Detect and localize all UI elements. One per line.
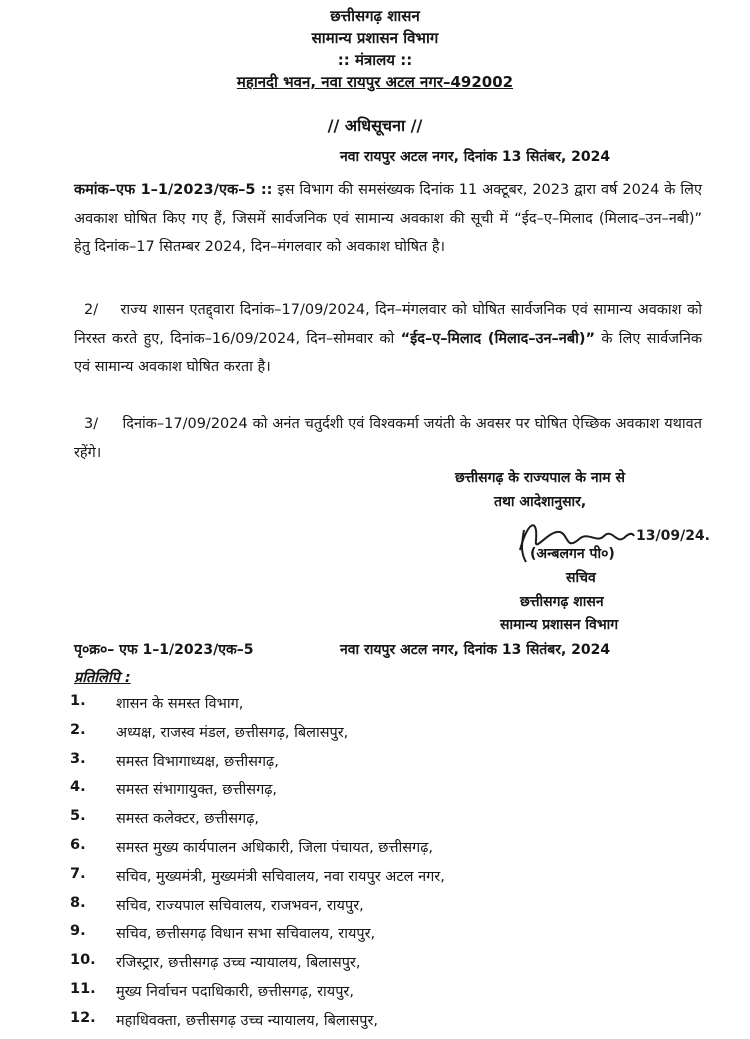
paragraph-2-number: 2/ [84, 302, 99, 318]
department-name: सामान्य प्रशासन विभाग [311, 29, 439, 47]
list-item: 1. शासन के समस्त विभाग, [70, 693, 244, 712]
paragraph-3 [74, 410, 702, 467]
notification-title: // अधिसूचना // [327, 116, 423, 135]
list-item: 2. अध्यक्ष, राजस्व मंडल, छत्तीसगढ़, बिलासपुर, [70, 721, 349, 741]
copy-to-heading: प्रतिलिपि : [74, 670, 131, 686]
signatory-designation: सचिव [566, 570, 596, 586]
signatory-name: (अन्बलगन पी०) [530, 546, 615, 562]
paragraph-3-text: दिनांक–17/09/2024 को अनंत चतुर्दशी एवं विश्वकर्मा जयंती के अवसर पर घोषित ऐच्छिक अवकाश यथावत रहेंगे। [74, 416, 702, 461]
ministry-label: :: मंत्रालय :: [337, 51, 413, 69]
signature-order-line: तथा आदेशानुसार, [494, 494, 587, 510]
paragraph-2-text-a: राज्य शासन एतद्द्वारा दिनांक–17/09/2024, दिन–मंगलवार को घोषित सार्वजनिक एवं सामान्य अवकाश को निरस्त करते हुए, दिनांक–16/09/2024, दिन–सोमवार को [74, 302, 703, 347]
list-item: 11. मुख्य निर्वाचन पदाधिकारी, छत्तीसगढ़, रायपुर, [70, 980, 354, 1000]
paragraph-3-number: 3/ [84, 416, 99, 432]
signature-date: 13/09/24. [636, 528, 710, 544]
list-item: 4. समस्त संभागायुक्त, छत्तीसगढ़, [70, 779, 277, 799]
issue-date-line: नवा रायपुर अटल नगर, दिनांक 13 सितंबर, 2024 [340, 149, 611, 165]
paragraph-2-holiday-name: “ईद–ए–मिलाद (मिलाद–उन–नबी)” [400, 330, 596, 347]
paragraph-2-text-b: के लिए सार्वजनिक एवं सामान्य अवकाश घोषित करता है। [74, 330, 703, 375]
paragraph-2 [74, 296, 702, 382]
paragraph-1 [74, 176, 702, 262]
list-item: 7. सचिव, मुख्यमंत्री, मुख्यमंत्री सचिवालय, नवा रायपुर अटल नगर, [70, 865, 445, 885]
list-item: 8. सचिव, राज्यपाल सचिवालय, राजभवन, रायपुर, [70, 894, 364, 914]
signatory-org: छत्तीसगढ़ शासन [520, 594, 604, 610]
endorsement-date-line: नवा रायपुर अटल नगर, दिनांक 13 सितंबर, 2024 [340, 642, 611, 658]
order-reference: कमांक–एफ 1–1/2023/एक–5 :: [74, 182, 273, 198]
paragraph-1-text: इस विभाग की समसंख्यक दिनांक 11 अक्टूबर, 2023 द्वारा वर्ष 2024 के लिए अवकाश घोषित किए गए हैं, जिसमें सार्वजनिक एवं सामान्य अवकाश की सूची में “ईद–ए–मिलाद (मिलाद–उन–नबी)” हेतु दिनांक–17 सितम्बर 2024, दिन–मंगलवार को अवकाश घोषित है। [74, 182, 702, 255]
list-item: 10. रजिस्ट्रार, छत्तीसगढ़ उच्च न्यायालय, बिलासपुर, [70, 952, 361, 972]
endorsement-reference: पृ०क्र०– एफ 1–1/2023/एक–5 [74, 642, 254, 658]
list-item: 6. समस्त मुख्य कार्यपालन अधिकारी, जिला पंचायत, छत्तीसगढ़, [70, 836, 433, 856]
signatory-department: सामान्य प्रशासन विभाग [500, 617, 619, 633]
list-item: 9. सचिव, छत्तीसगढ़ विधान सभा सचिवालय, रायपुर, [70, 923, 376, 943]
signature-authority-line: छत्तीसगढ़ के राज्यपाल के नाम से [455, 470, 625, 486]
list-item: 12. महाधिवक्ता, छत्तीसगढ़ उच्च न्यायालय, बिलासपुर, [70, 1009, 379, 1029]
copy-to-list [70, 693, 710, 1039]
list-item: 3. समस्त विभागाध्यक्ष, छत्तीसगढ़, [70, 750, 279, 770]
govt-name: छत्तीसगढ़ शासन [330, 7, 420, 25]
list-item: 5. समस्त कलेक्टर, छत्तीसगढ़, [70, 808, 259, 828]
office-address: महानदी भवन, नवा रायपुर अटल नगर–492002 [236, 73, 514, 91]
